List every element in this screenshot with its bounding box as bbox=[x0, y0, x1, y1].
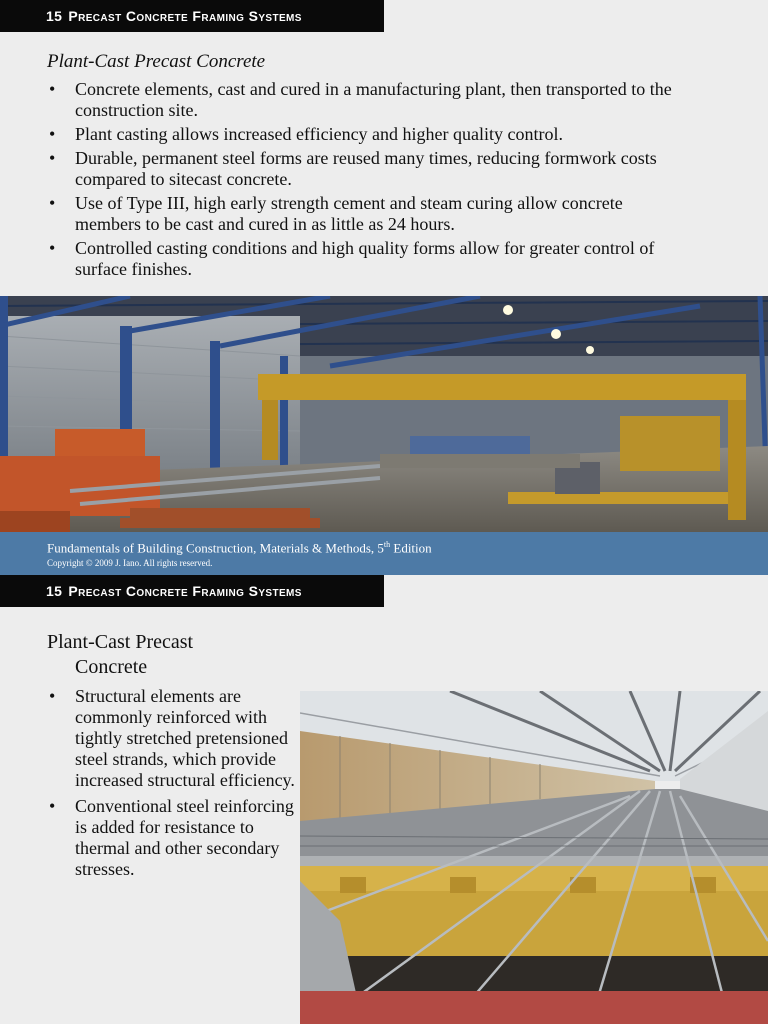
copyright-notice: Copyright © 2009 J. Iano. All rights reserved. bbox=[47, 558, 213, 568]
chapter-title: Precast Concrete Framing Systems bbox=[68, 8, 302, 24]
chapter-number: 15 bbox=[46, 8, 63, 24]
book-edition-superscript: th bbox=[383, 540, 391, 549]
precast-plant-photo bbox=[0, 296, 768, 532]
slide2-subtitle-line1: Plant-Cast Precast bbox=[47, 631, 194, 653]
list-item: • Controlled casting conditions and high quality forms allow for greater control of surface finishes. bbox=[47, 238, 687, 280]
book-title-end: Edition bbox=[390, 540, 432, 556]
chapter-number: 15 bbox=[46, 583, 63, 599]
book-title-text: Fundamentals of Building Construction, Materials & Methods, 5 bbox=[47, 540, 384, 556]
list-item: • Use of Type III, high early strength cement and steam curing allow concrete members to be cast and cured in as little as 24 hours. bbox=[47, 193, 687, 235]
list-item: • Plant casting allows increased efficiency and higher quality control. bbox=[47, 124, 687, 145]
book-title bbox=[47, 540, 432, 556]
slide2-header bbox=[0, 575, 384, 607]
slide1-subtitle: Plant-Cast Precast Concrete bbox=[47, 51, 266, 72]
chapter-title: Precast Concrete Framing Systems bbox=[68, 583, 302, 599]
list-item: • Concrete elements, cast and cured in a manufacturing plant, then transported to the construction site. bbox=[47, 79, 687, 121]
list-item: • Durable, permanent steel forms are reused many times, reducing formwork costs compared to sitecast concrete. bbox=[47, 148, 687, 190]
slide2-subtitle-line2: Concrete bbox=[75, 656, 148, 678]
slide1-bullet-list bbox=[47, 79, 687, 283]
slide1-header bbox=[0, 0, 384, 32]
list-item: • Conventional steel reinforcing is added for resistance to thermal and other secondary stresses. bbox=[47, 796, 297, 880]
slide2-bullet-list bbox=[47, 686, 297, 885]
slide2-subtitle bbox=[47, 630, 287, 680]
list-item: • Structural elements are commonly reinforced with tightly stretched pretensioned steel strands, which provide increased structural efficiency. bbox=[47, 686, 297, 791]
caption-band bbox=[0, 532, 768, 575]
prestressing-bed-photo bbox=[300, 691, 768, 1024]
